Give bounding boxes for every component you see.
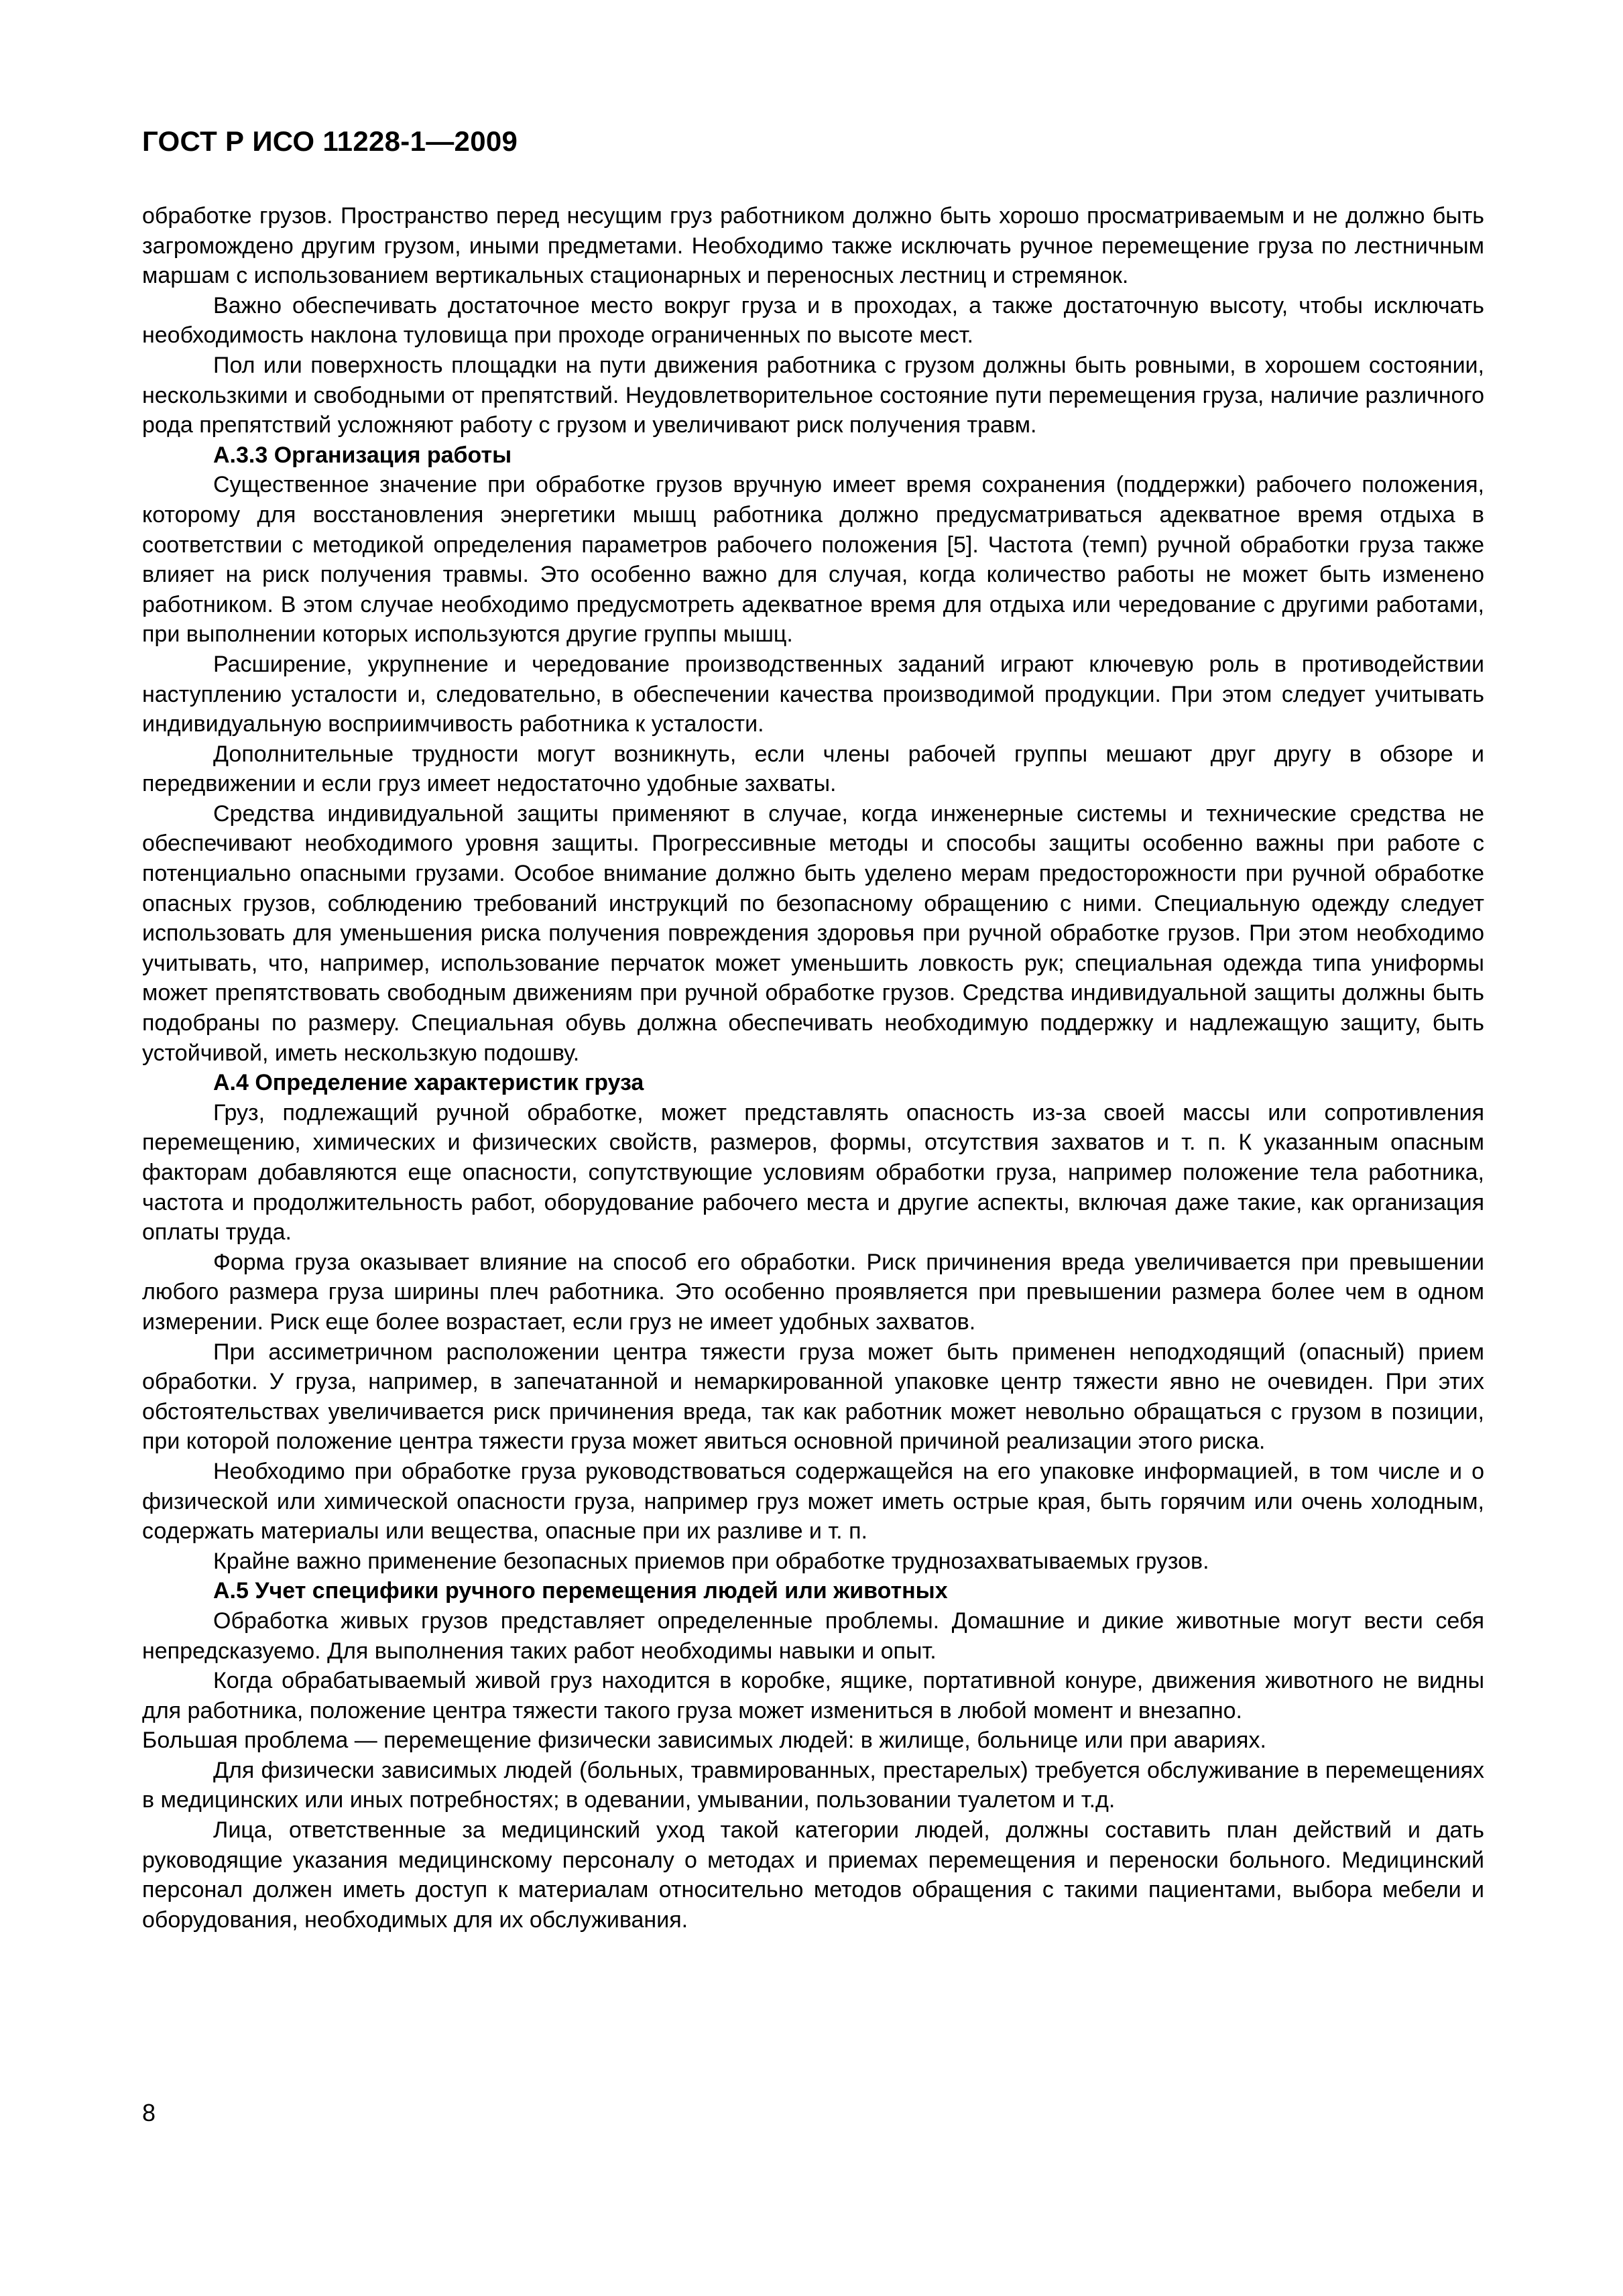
section-heading-a-4: А.4 Определение характеристик груза <box>213 1070 644 1096</box>
paragraph: Пол или поверхность площадки на пути движения работника с грузом должны быть ровными, в хорошем состоянии, нескользкими и свободными от препятствий. Неудовлетворительное состояние пути перемещения груза, наличие различного рода препятствий усложняют работу с грузом и увеличивают риск получения травм. <box>142 352 1484 438</box>
paragraph: обработке грузов. Пространство перед несущим груз работником должно быть хорошо просматриваемым и не должно быть загромождено другим грузом, иными предметами. Необходимо также исключать ручное перемещение груза по лестничным маршам с использованием вертикальных стационарных и переносных лестниц и стремянок. <box>142 203 1484 289</box>
section-heading-a-5: А.5 Учет специфики ручного перемещения людей или животных <box>213 1578 948 1604</box>
paragraph: Крайне важно применение безопасных приемов при обработке труднозахватываемых грузов. <box>213 1548 1209 1574</box>
paragraph: Важно обеспечивать достаточное место вокруг груза и в проходах, а также достаточную высоту, чтобы исключать необходимость наклона туловища при проходе ограниченных по высоте мест. <box>142 292 1484 349</box>
paragraph: Расширение, укрупнение и чередование производственных заданий играют ключевую роль в противодействии наступлению усталости и, следовательно, в обеспечении качества производимой продукции. При этом следует учитывать индивидуальную восприимчивость работника к усталости. <box>142 651 1484 737</box>
paragraph: Форма груза оказывает влияние на способ его обработки. Риск причинения вреда увеличивается при превышении любого размера груза ширины плеч работника. Это особенно проявляется при превышении размера более чем в одном измерении. Риск еще более возрастает, если груз не имеет удобных захватов. <box>142 1249 1484 1335</box>
document-body <box>142 201 1484 1935</box>
paragraph: Груз, подлежащий ручной обработке, может представлять опасность из-за своей массы или сопротивления перемещению, химических и физических свойств, размеров, формы, отсутствия захватов и т. п. К указанным опасным факторам добавляются еще опасности, сопутствующие условиям обработки груза, например положение тела работника, частота и продолжительность работ, оборудование рабочего места и другие аспекты, включая даже такие, как организация оплаты труда. <box>142 1099 1484 1246</box>
paragraph: Существенное значение при обработке грузов вручную имеет время сохранения (поддержки) рабочего положения, которому для восстановления энергетики мышц работника должно предусматриваться адекватное время отдыха в соответствии с методикой определения параметров рабочего положения [5]. Частота (темп) ручной обработки груза также влияет на риск получения травмы. Это особенно важно для случая, когда количество работы не может быть изменено работником. В этом случае необходимо предусмотреть адекватное время для отдыха или чередование с другими работами, при выполнении которых используются другие группы мышц. <box>142 472 1484 648</box>
paragraph: Для физически зависимых людей (больных, травмированных, престарелых) требуется обслуживание в перемещениях в медицинских или иных потребностях; в одевании, умывании, пользовании туалетом и т.д. <box>142 1757 1484 1813</box>
paragraph: Большая проблема — перемещение физически зависимых людей: в жилище, больнице или при авариях. <box>142 1728 1266 1754</box>
paragraph: Необходимо при обработке груза руководствоваться содержащейся на его упаковке информацией, в том числе и о физической или химической опасности груза, например груз может иметь острые края, быть горячим или очень холодным, содержать материалы или вещества, опасные при их разливе и т. п. <box>142 1458 1484 1545</box>
paragraph: Когда обрабатываемый живой груз находится в коробке, ящике, портативной конуре, движения животного не видны для работника, положение центра тяжести такого груза может измениться в любой момент и внезапно. <box>142 1668 1484 1724</box>
paragraph: Средства индивидуальной защиты применяют в случае, когда инженерные системы и технические средства не обеспечивают необходимого уровня защиты. Прогрессивные методы и способы защиты особенно важны при работе с потенциально опасными грузами. Особое внимание должно быть уделено мерам предосторожности при ручной обработке опасных грузов, соблюдению требований инструкций по безопасному обращению с ними. Специальную одежду следует использовать для уменьшения риска получения повреждения здоровья при ручной обработке грузов. При этом необходимо учитывать, что, например, использование перчаток может уменьшить ловкость рук; специальная одежда типа униформы может препятствовать свободным движениям при ручной обработке грузов. Средства индивидуальной защиты должны быть подобраны по размеру. Специальная обувь должна обеспечивать необходимую поддержку и надлежащую защиту, быть устойчивой, иметь нескользкую подошву. <box>142 800 1484 1066</box>
page-number: 8 <box>142 2099 156 2126</box>
paragraph: При ассиметричном расположении центра тяжести груза может быть применен неподходящий (опасный) прием обработки. У груза, например, в запечатанной и немаркированной упаковке центр тяжести явно не очевиден. При этих обстоятельствах увеличивается риск причинения вреда, так как работник может невольно обращаться с грузом в позиции, при которой положение центра тяжести груза может явиться основной причиной реализации этого риска. <box>142 1339 1484 1455</box>
section-heading-a-3-3: А.3.3 Организация работы <box>213 442 512 468</box>
paragraph: Лица, ответственные за медицинский уход такой категории людей, должны составить план действий и дать руководящие указания медицинскому персоналу о методах и приемах перемещения и переноски больного. Медицинский персонал должен иметь доступ к материалам относительно методов обращения с такими пациентами, выбора мебели и оборудования, необходимых для их обслуживания. <box>142 1817 1484 1933</box>
paragraph: Обработка живых грузов представляет определенные проблемы. Домашние и дикие животные могут вести себя непредсказуемо. Для выполнения таких работ необходимы навыки и опыт. <box>142 1608 1484 1664</box>
paragraph: Дополнительные трудности могут возникнуть, если члены рабочей группы мешают друг другу в обзоре и передвижении и если груз имеет недостаточно удобные захваты. <box>142 741 1484 797</box>
document-header: ГОСТ Р ИСО 11228-1—2009 <box>142 125 518 157</box>
